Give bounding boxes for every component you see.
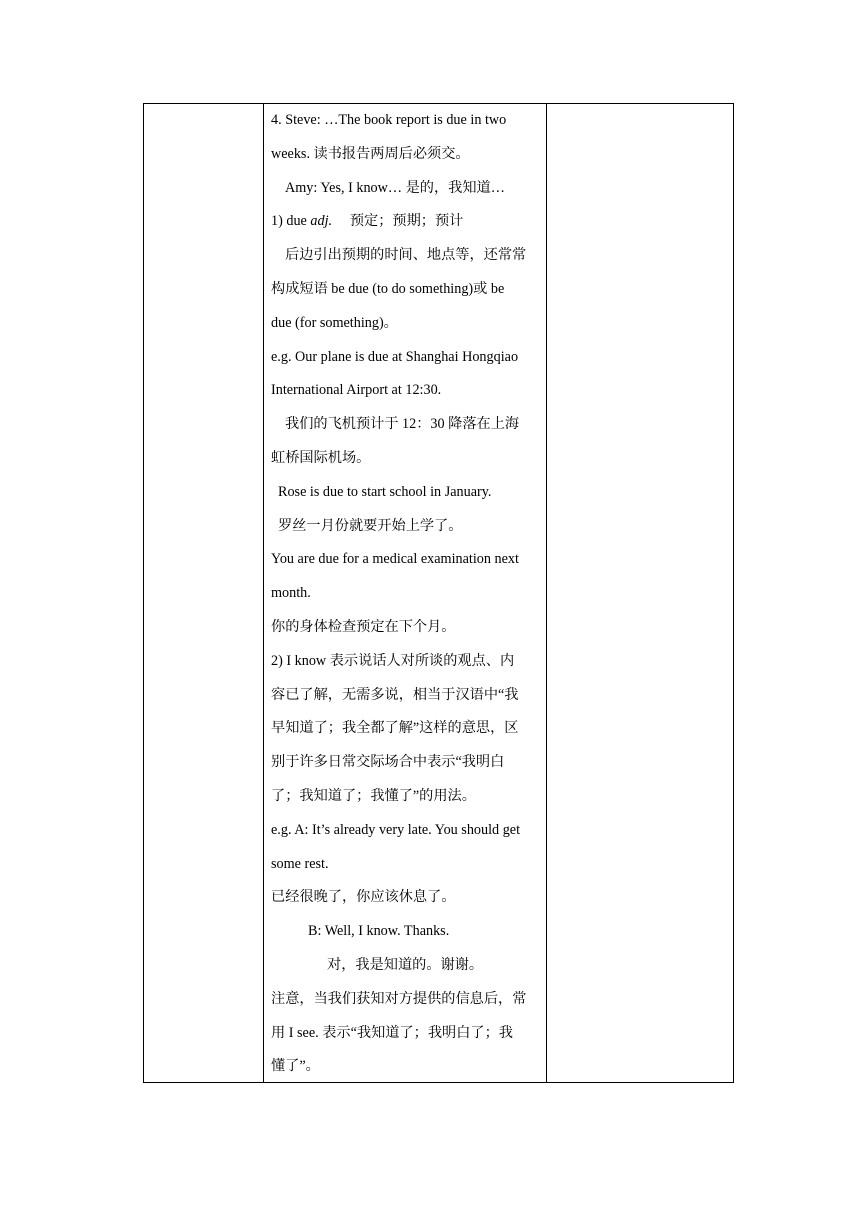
- column-divider-left: [263, 104, 264, 1082]
- text-line: weeks. 读书报告两周后必须交。: [271, 145, 470, 162]
- text-line: 注意，当我们获知对方提供的信息后，常: [271, 990, 527, 1007]
- text-line: e.g. Our plane is due at Shanghai Hongqiao: [271, 348, 519, 365]
- text-line: 了；我知道了；我懂了”的用法。: [271, 787, 476, 804]
- text-line: Amy: Yes, I know… 是的，我知道…: [285, 179, 505, 196]
- text-line: 4. Steve: …The book report is due in two: [271, 112, 507, 128]
- document-table: [143, 103, 734, 1083]
- text-line: 早知道了；我全都了解”这样的意思，区: [271, 720, 519, 737]
- text-line: 对，我是知道的。谢谢。: [327, 956, 484, 973]
- text-line: 已经很晚了，你应该休息了。: [271, 889, 456, 906]
- text-line: due (for something)。: [271, 314, 398, 331]
- text-run: 预定；预期；预计: [332, 213, 464, 230]
- text-line: International Airport at 12:30.: [271, 382, 442, 399]
- notes-cell: [271, 104, 541, 1084]
- text-line: 容已了解，无需多说，相当于汉语中“我: [271, 686, 519, 703]
- text-line: 你的身体检查预定在下个月。: [271, 618, 456, 635]
- text-line: 虹桥国际机场。: [271, 449, 371, 466]
- text-line: month.: [271, 585, 311, 602]
- text-line: 用 I see. 表示“我知道了；我明白了；我: [271, 1024, 513, 1041]
- text-line: some rest.: [271, 855, 329, 872]
- column-divider-right: [546, 104, 547, 1082]
- text-line: Rose is due to start school in January.: [278, 483, 492, 500]
- text-line: B: Well, I know. Thanks.: [308, 923, 450, 940]
- text-line: 后边引出预期的时间、地点等，还常常: [285, 247, 527, 264]
- text-line: 我们的飞机预计于 12：30 降落在上海: [285, 416, 520, 433]
- text-line: 别于许多日常交际场合中表示“我明白: [271, 754, 505, 771]
- text-line: 懂了”。: [271, 1058, 320, 1075]
- text-line: [271, 205, 541, 239]
- part-of-speech: adj.: [310, 213, 333, 230]
- text-line: 2) I know 表示说话人对所谈的观点、内: [271, 652, 515, 669]
- text-line: e.g. A: It’s already very late. You should get: [271, 821, 521, 838]
- text-line: 罗丝一月份就要开始上学了。: [278, 517, 463, 534]
- text-run: 1) due: [271, 213, 311, 230]
- text-line: You are due for a medical examination next: [271, 551, 519, 568]
- text-line: 构成短语 be due (to do something)或 be: [271, 280, 505, 297]
